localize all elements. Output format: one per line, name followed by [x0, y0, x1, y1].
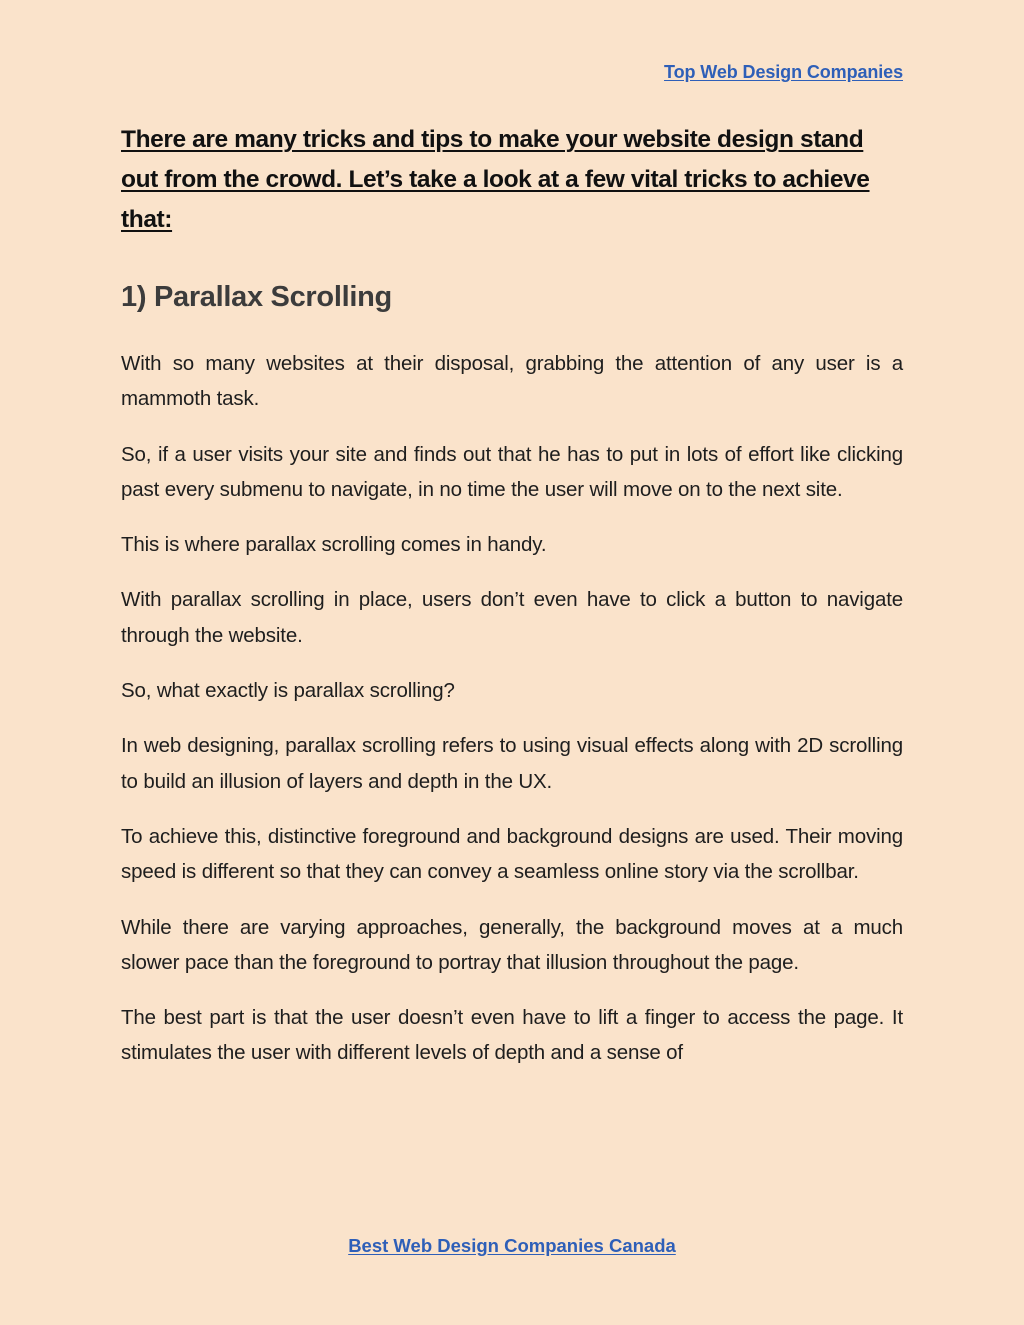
paragraph: The best part is that the user doesn’t even have to lift a finger to access the page. It stimulates the user with different levels of depth and a sense of — [121, 1006, 903, 1065]
paragraph: While there are varying approaches, generally, the background moves at a much slower pace than the foreground to portray that illusion throughout the page. — [121, 915, 903, 974]
top-web-design-companies-link[interactable]: Top Web Design Companies — [664, 62, 903, 82]
intro-heading: There are many tricks and tips to make your website design stand out from the crowd. Let’s take a look at a few vital tricks to achieve that: — [121, 126, 870, 233]
paragraph: So, if a user visits your site and finds out that he has to put in lots of effort like clicking past every submenu to navigate, in no time the user will move on to the next site. — [121, 442, 903, 501]
document-page — [121, 0, 903, 1325]
section-title: 1) Parallax Scrolling — [121, 281, 392, 313]
paragraph: This is where parallax scrolling comes in handy. — [121, 533, 547, 557]
paragraph: To achieve this, distinctive foreground and background designs are used. Their moving speed is different so that they can convey a seamless online story via the scrollbar. — [121, 824, 903, 884]
paragraph: With parallax scrolling in place, users don’t even have to click a button to navigate through the website. — [121, 588, 903, 647]
section-body — [121, 346, 903, 1091]
paragraph: In web designing, parallax scrolling refers to using visual effects along with 2D scrolling to build an illusion of layers and depth in the UX. — [121, 734, 903, 793]
paragraph: So, what exactly is parallax scrolling? — [121, 679, 455, 703]
best-web-design-companies-canada-link[interactable]: Best Web Design Companies Canada — [348, 1235, 676, 1256]
paragraph: With so many websites at their disposal, grabbing the attention of any user is a mammoth task. — [121, 352, 903, 411]
